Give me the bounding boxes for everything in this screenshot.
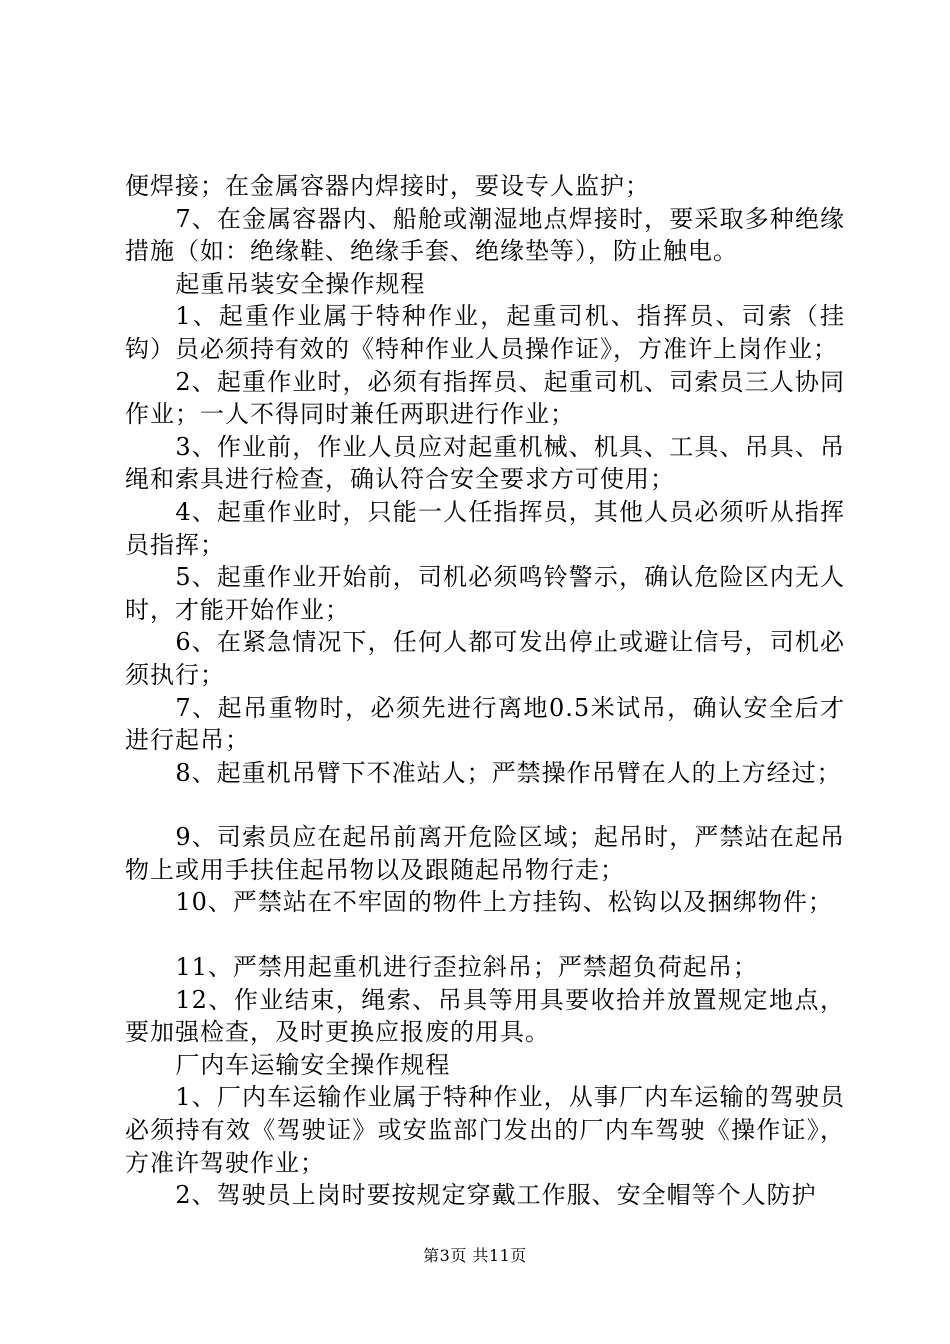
paragraph: 1、厂内车运输作业属于特种作业，从事厂内车运输的驾驶员必须持有效《驾驶证》或安监部门发出的厂内车驾驶《操作证》，方准许驾驶作业； bbox=[125, 1083, 845, 1177]
paragraph: 1、起重作业属于特种作业，起重司机、指挥员、司索（挂钩）员必须持有效的《特种作业人员操作证》，方准许上岗作业； bbox=[125, 302, 845, 363]
paragraph: 12、作业结束，绳索、吊具等用具要收拾并放置规定地点，要加强检查，及时更换应报废的用具。 bbox=[125, 985, 845, 1047]
page-number: 第3页 共11页 bbox=[423, 1246, 527, 1265]
paragraph: 便焊接；在金属容器内焊接时，要设专人监护； bbox=[125, 172, 650, 200]
paragraph: 10、严禁站在不牢固的物件上方挂钩、松钩以及捆绑物件； bbox=[175, 888, 833, 917]
paragraph: 9、司索员应在起吊前离开危险区域；起吊时，严禁站在起吊物上或用手扶住起吊物以及跟随起吊物行走； bbox=[125, 823, 845, 884]
paragraph: 7、起吊重物时，必须先进行离地0.5米试吊，确认安全后才进行起吊； bbox=[125, 693, 845, 755]
paragraph: 6、在紧急情况下，任何人都可发出停止或避让信号，司机必须执行； bbox=[125, 628, 845, 689]
paragraph: 2、起重作业时，必须有指挥员、起重司机、司索员三人协同作业；一人不得同时兼任两职进行作业； bbox=[125, 367, 845, 429]
section-heading: 起重吊装安全操作规程 bbox=[175, 269, 426, 298]
paragraph: 3、作业前，作业人员应对起重机械、机具、工具、吊具、吊绳和索具进行检查，确认符合安全要求方可使用； bbox=[125, 432, 845, 494]
paragraph: 4、起重作业时，只能一人任指挥员，其他人员必须听从指挥员指挥； bbox=[125, 497, 845, 559]
paragraph: 5、起重作业开始前，司机必须鸣铃警示，确认危险区内无人时，才能开始作业； bbox=[125, 563, 845, 624]
paragraph: 2、驾驶员上岗时要按规定穿戴工作服、安全帽等个人防护 bbox=[175, 1181, 817, 1210]
document-body bbox=[125, 170, 845, 1212]
paragraph: 8、起重机吊臂下不准站人；严禁操作吊臂在人的上方经过； bbox=[175, 758, 842, 787]
paragraph: 11、严禁用起重机进行歪拉斜吊；严禁超负荷起吊； bbox=[175, 953, 758, 982]
paragraph: 7、在金属容器内、船舱或潮湿地点焊接时，要采取多种绝缘措施（如：绝缘鞋、绝缘手套、绝缘垫等），防止触电。 bbox=[125, 204, 845, 266]
section-heading: 厂内车运输安全操作规程 bbox=[175, 1050, 451, 1079]
